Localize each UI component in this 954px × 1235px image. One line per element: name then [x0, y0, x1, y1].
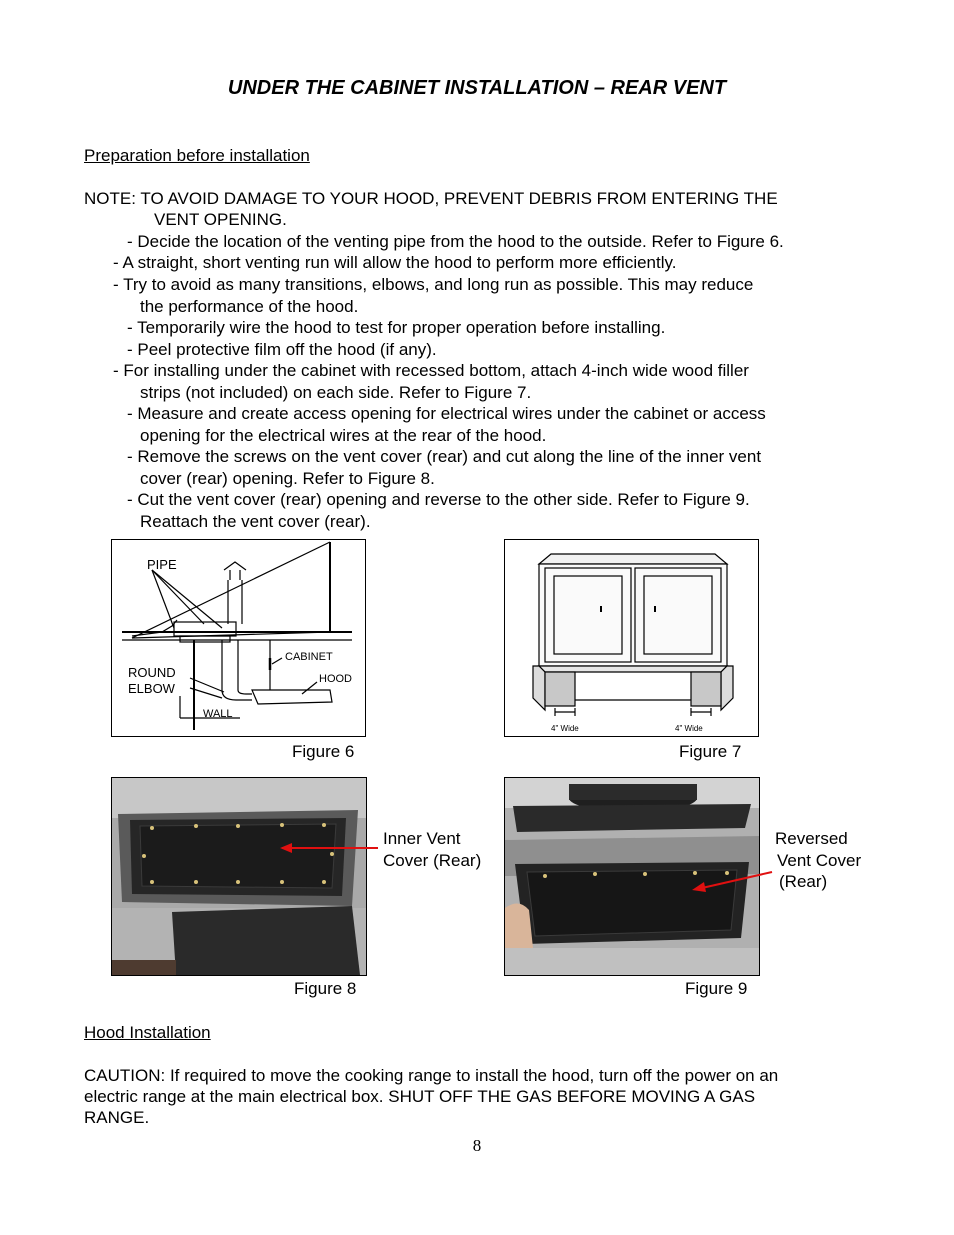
figure-9-arrow: [690, 868, 774, 896]
list-item: the performance of the hood.: [140, 297, 359, 316]
figure-7-drawing: [505, 540, 758, 736]
list-item: - Peel protective film off the hood (if any).: [127, 340, 437, 359]
figure-7-diagram: [504, 539, 759, 737]
list-item: Reattach the vent cover (rear).: [140, 512, 371, 531]
list-item: - Cut the vent cover (rear) opening and reverse to the other side. Refer to Figure 9.: [127, 490, 750, 509]
figure-9-callout-line-2: Vent Cover: [777, 851, 862, 870]
figure-8-arrow: [278, 840, 378, 856]
list-item: - For installing under the cabinet with recessed bottom, attach 4-inch wide wood filler: [113, 361, 749, 380]
figure-9-callout-line-1: Reversed: [775, 829, 848, 848]
figure-8-drawing: [112, 778, 366, 975]
figure-9-caption: Figure 9: [685, 979, 748, 998]
label-right-width: 4" Wide: [675, 724, 703, 733]
page-number: 8: [472, 1136, 482, 1155]
figure-7-caption: Figure 7: [679, 742, 742, 761]
figure-8-callout-line-2: Cover (Rear): [383, 851, 482, 870]
label-left-width: 4" Wide: [551, 724, 579, 733]
label-pipe: PIPE: [147, 557, 177, 572]
label-wall: WALL: [203, 708, 233, 720]
figure-8-caption: Figure 8: [294, 979, 357, 998]
list-item: - Decide the location of the venting pipe from the hood to the outside. Refer to Figure 6.: [127, 232, 784, 251]
figure-6-diagram: [111, 539, 366, 737]
list-item: cover (rear) opening. Refer to Figure 8.: [140, 469, 435, 488]
label-hood: HOOD: [319, 673, 352, 685]
list-item: - Measure and create access opening for electrical wires under the cabinet or access: [127, 404, 766, 423]
caution-line-1: CAUTION: If required to move the cooking range to install the hood, turn off the power on an: [84, 1066, 779, 1085]
figure-8-callout-line-1: Inner Vent: [383, 829, 461, 848]
label-cabinet: CABINET: [285, 651, 333, 663]
figure-9-callout-line-3: (Rear): [779, 872, 828, 891]
list-item: strips (not included) on each side. Refer to Figure 7.: [140, 383, 532, 402]
label-round: ROUND: [128, 665, 176, 680]
hood-installation-heading: Hood Installation: [84, 1023, 211, 1042]
prep-heading: Preparation before installation: [84, 146, 310, 165]
list-item: - Try to avoid as many transitions, elbows, and long run as possible. This may reduce: [113, 275, 754, 294]
list-item: opening for the electrical wires at the rear of the hood.: [140, 426, 547, 445]
page-title: UNDER THE CABINET INSTALLATION – REAR VENT: [227, 77, 727, 99]
caution-line-2: electric range at the main electrical box. SHUT OFF THE GAS BEFORE MOVING A GAS: [84, 1087, 756, 1106]
figure-6-caption: Figure 6: [292, 742, 355, 761]
figure-8-photo: [111, 777, 367, 976]
list-item: - Remove the screws on the vent cover (rear) and cut along the line of the inner vent: [127, 447, 762, 466]
note-line-1: NOTE: TO AVOID DAMAGE TO YOUR HOOD, PREVENT DEBRIS FROM ENTERING THE: [84, 189, 778, 208]
label-elbow: ELBOW: [128, 681, 175, 696]
list-item: - A straight, short venting run will allow the hood to perform more efficiently.: [113, 253, 677, 272]
list-item: - Temporarily wire the hood to test for proper operation before installing.: [127, 318, 666, 337]
note-line-2: VENT OPENING.: [154, 210, 287, 229]
caution-line-3: RANGE.: [84, 1108, 150, 1127]
